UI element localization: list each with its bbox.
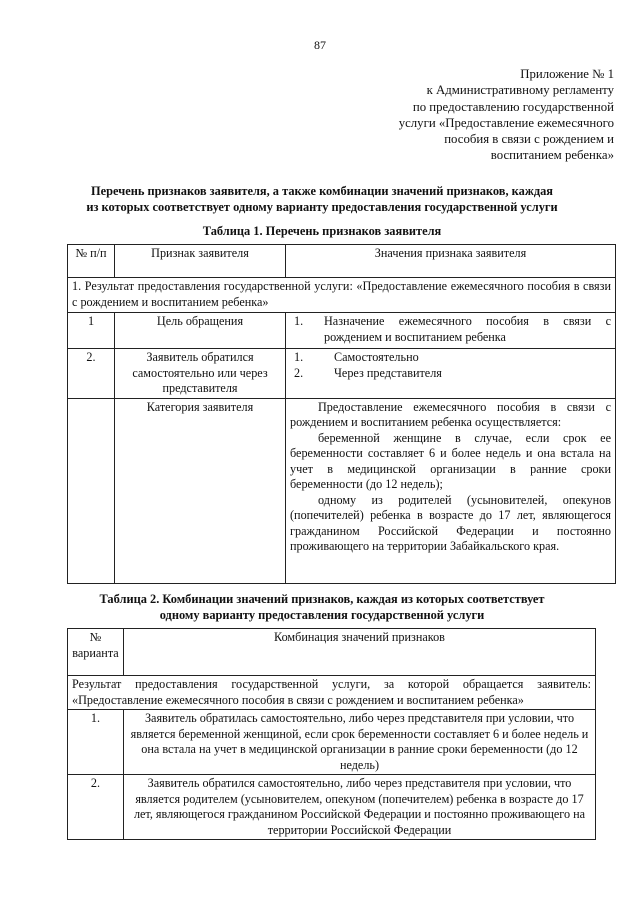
table1-title (30, 223, 614, 239)
appendix-line: услуги «Предоставление ежемесячного (398, 115, 614, 130)
header-number: № п/п (68, 245, 115, 278)
table-header-row (68, 245, 616, 278)
row-attribute: Заявитель обратился самостоятельно или через представителя (115, 349, 286, 399)
applicant-attributes-table (67, 244, 616, 584)
appendix-line: по предоставлению государственной (412, 99, 614, 114)
row-number: 2. (68, 775, 124, 840)
attribute-combinations-table (67, 628, 596, 840)
appendix-line: воспитанием ребенка» (490, 148, 614, 163)
row-attribute: Цель обращения (115, 313, 286, 349)
table-section-row (68, 278, 616, 313)
row-number: 2. (68, 349, 115, 399)
table2-title-line: одному варианту предоставления государственной услуги (159, 608, 485, 622)
value-number: 1. (294, 314, 304, 328)
table-row (68, 710, 596, 775)
value-paragraph: одному из родителей (усыновителей, опекунов (попечителей) ребенка в возрасте до 17 лет, являющегося гражданином Российской Федерации и постоянно проживающего на территории Забайкальского края. (290, 492, 611, 553)
row-number (68, 398, 115, 583)
table2-title (30, 591, 614, 623)
value-text: Через представителя (334, 365, 442, 380)
row-values (286, 349, 616, 399)
table-row (68, 398, 616, 583)
table1-title-text: Таблица 1. Перечень признаков заявителя (202, 224, 442, 238)
appendix-line: Приложение № 1 (520, 67, 614, 81)
appendix-note (314, 66, 614, 164)
value-paragraph: Предоставление ежемесячного пособия в связи с рождением и воспитанием ребенка осуществляется: (290, 399, 611, 429)
row-number: 1 (68, 313, 115, 349)
table-header-row (68, 629, 596, 676)
table-row (68, 313, 616, 349)
row-number: 1. (68, 710, 124, 775)
appendix-line: к Административному регламенту (426, 83, 614, 98)
section-result: 1. Результат предоставления государственной услуги: «Предоставление ежемесячного пособия в связи с рождением и воспитанием ребенка» (68, 278, 616, 313)
main-heading-line: из которых соответствует одному варианту предоставления государственной услуги (86, 200, 558, 214)
table-section-row (68, 676, 596, 710)
header-attribute: Признак заявителя (115, 245, 286, 278)
header-variant-number: № варианта (68, 629, 124, 676)
row-combination: Заявитель обратилась самостоятельно, либо через представителя при условии, что является беременной женщиной, если срок беременности составляет 6 и более недель и она встала на учет в медицинской организации в ранние сроки беременности (до 12 недель) (124, 710, 596, 775)
row-combination: Заявитель обратился самостоятельно, либо через представителя при условии, что является родителем (усыновителем, опекуном (попечителем) ребенка в возрасте до 17 лет, являющегося гражданином Российской Федерации и постоянно проживающего на территории Российской Федерации (124, 775, 596, 840)
section-result: Результат предоставления государственной услуги, за которой обращается заявитель: «Предоставление ежемесячного пособия в связи с рождением и воспитанием ребенка» (68, 676, 596, 710)
table-row (68, 775, 596, 840)
value-number: 1. (294, 350, 304, 364)
header-combination: Комбинация значений признаков (124, 629, 596, 676)
row-attribute: Категория заявителя (115, 398, 286, 583)
value-text: Назначение ежемесячного пособия в связи с рождением и воспитанием ребенка (324, 314, 611, 344)
value-paragraph: беременной женщине в случае, если срок ее беременности составляет 6 и более недель и она встала на учет в медицинской организации в ранние сроки беременности (до 12 недель); (290, 430, 611, 491)
header-values: Значения признака заявителя (286, 245, 616, 278)
row-values (286, 313, 616, 349)
main-heading-line: Перечень признаков заявителя, а также комбинации значений признаков, каждая (91, 184, 553, 198)
appendix-line: пособия в связи с рождением и (444, 132, 614, 147)
main-heading (30, 183, 614, 215)
row-values (286, 398, 616, 583)
value-text: Самостоятельно (334, 350, 419, 364)
table-row (68, 349, 616, 399)
table2-title-line: Таблица 2. Комбинации значений признаков, каждая из которых соответствует (99, 592, 545, 606)
page-number: 87 (314, 38, 326, 52)
value-number: 2. (294, 365, 304, 380)
